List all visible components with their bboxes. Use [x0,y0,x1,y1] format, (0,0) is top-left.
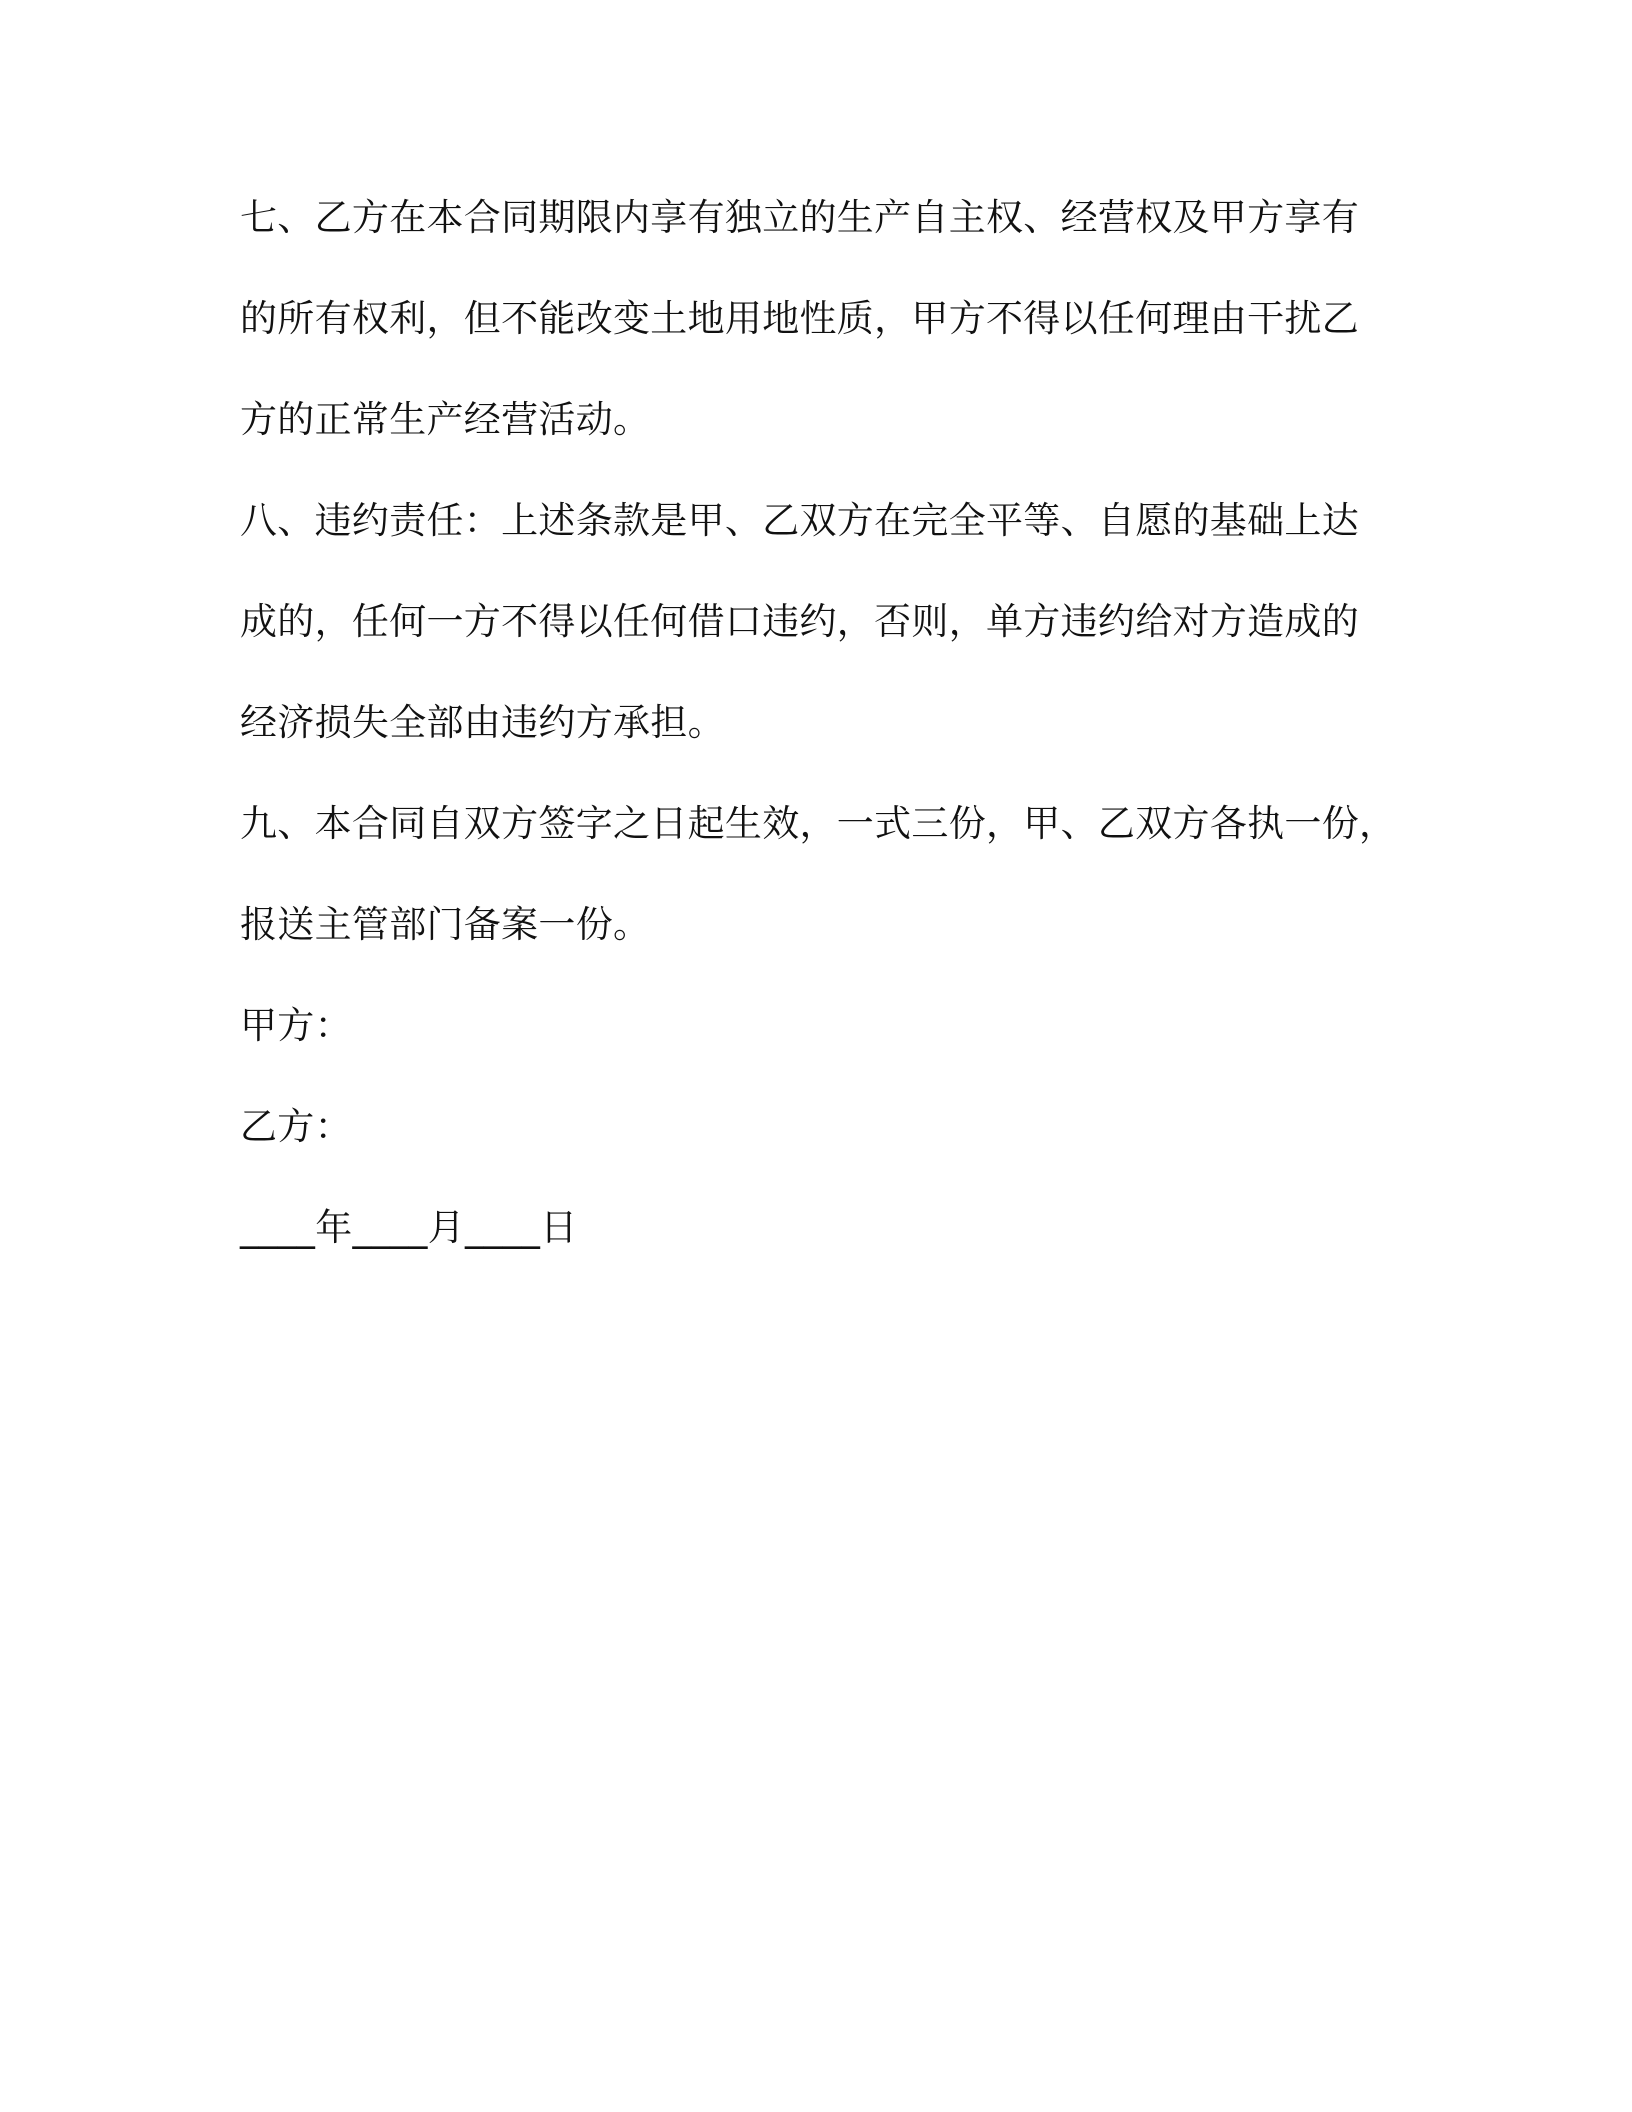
clause-8-line-2: 成的，任何一方不得以任何借口违约，否则，单方违约给对方造成的 [240,600,1359,643]
clause-7-line-3: 方的正常生产经营活动。 [240,398,651,441]
party-a-signature-label: 甲方： [240,1004,352,1047]
document-body [240,190,1400,1301]
clause-7-line-2: 的所有权利，但不能改变土地用地性质，甲方不得以任何理由干扰乙 [240,297,1359,340]
clause-8-line-3: 经济损失全部由违约方承担。 [240,701,725,744]
date-line: ____年____月____日 [240,1206,578,1249]
clause-7-line-1: 七、乙方在本合同期限内享有独立的生产自主权、经营权及甲方享有 [240,196,1359,239]
clause-9-line-2: 报送主管部门备案一份。 [240,903,651,946]
clause-8-line-1: 八、违约责任：上述条款是甲、乙双方在完全平等、自愿的基础上达 [240,499,1359,542]
clause-9-line-1: 九、本合同自双方签字之日起生效，一式三份，甲、乙双方各执一份， [240,802,1397,845]
party-b-signature-label: 乙方： [240,1105,352,1148]
